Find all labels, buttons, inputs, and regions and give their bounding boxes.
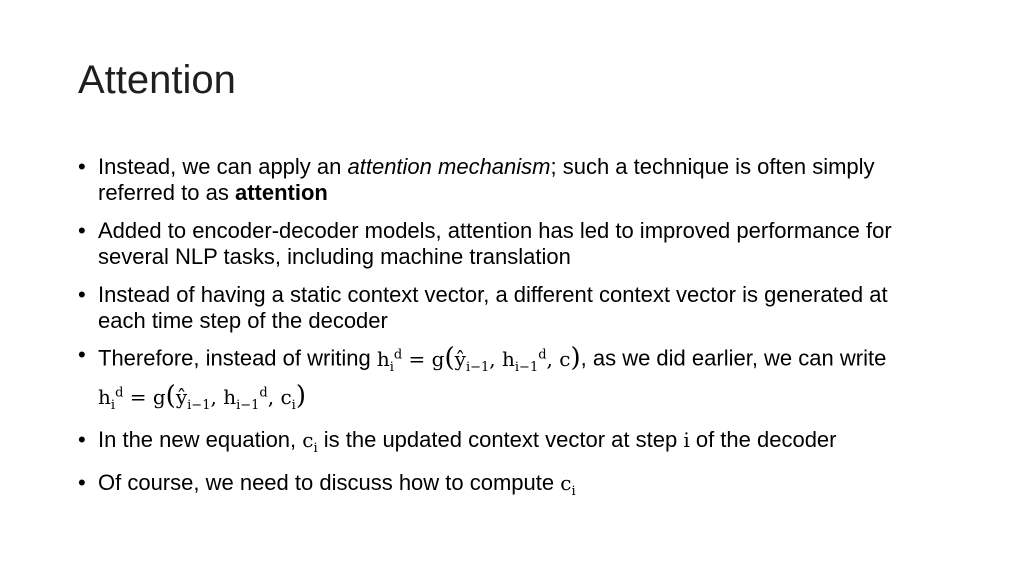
math-subscript: i: [313, 441, 318, 457]
math-subscript: i−1: [514, 359, 539, 375]
bullet-text: is the updated context vector at step: [317, 427, 684, 453]
math-symbol: ŷ: [454, 346, 466, 371]
math-symbol: c: [280, 385, 292, 410]
math-paren: ): [570, 342, 581, 373]
math-paren: ): [295, 381, 306, 412]
bullet-text: In the new equation,: [98, 427, 303, 453]
math-subscript: i−1: [187, 398, 211, 414]
math-symbol: ,: [489, 346, 502, 371]
math-subscript: i−1: [465, 359, 490, 375]
math-symbol: c: [560, 471, 572, 496]
bullet-text: Of course, we need to discuss how to compute: [98, 470, 561, 496]
math-subscript: i: [291, 398, 296, 414]
math-symbol: = g: [402, 346, 445, 371]
math-symbol: h: [98, 385, 111, 410]
math-subscript: i: [571, 484, 576, 500]
bullet-text: ; such a technique is often simply referred to as: [98, 154, 875, 205]
math-superscript: d: [259, 385, 268, 401]
bullet-item: [78, 470, 938, 505]
slide-title: Attention: [78, 58, 236, 102]
math-paren: (: [165, 381, 176, 412]
bullet-bold-text: attention: [234, 180, 328, 205]
bullet-text: , as we did earlier, we can write: [580, 345, 887, 371]
math-c-i: [560, 471, 576, 500]
bullet-text: Therefore, instead of writing: [98, 345, 377, 371]
math-symbol: c: [559, 346, 571, 371]
bullet-text: Added to encoder-decoder models, attention has led to improved performance for several NLP tasks, including machine translation: [98, 218, 892, 269]
bullet-item: [78, 342, 938, 419]
math-symbol: ,: [210, 385, 224, 410]
bullet-text: Instead of having a static context vector, a different context vector is generated at each time step of the decoder: [98, 282, 888, 333]
bullet-item: [78, 282, 938, 334]
math-superscript: d: [538, 347, 547, 362]
math-superscript: d: [115, 385, 124, 401]
bullet-item: [78, 154, 938, 206]
math-symbol: ,: [546, 346, 560, 371]
math-symbol: c: [302, 428, 314, 453]
bullet-text: Instead, we can apply an: [98, 154, 348, 179]
equation-old: [376, 342, 581, 375]
math-c-i: [302, 428, 318, 457]
math-subscript: i: [110, 398, 116, 414]
math-superscript: d: [393, 347, 403, 362]
bullet-item: [78, 218, 938, 270]
bullet-text: of the decoder: [689, 427, 837, 453]
math-i: i: [683, 428, 690, 453]
math-subscript: i−1: [236, 398, 260, 414]
bullet-italic-text: attention mechanism: [347, 154, 551, 179]
math-subscript: i: [389, 359, 394, 375]
bullet-list: [78, 154, 938, 517]
math-symbol: h: [223, 385, 237, 410]
math-symbol: ,: [267, 385, 281, 410]
bullet-item: [78, 427, 938, 462]
math-symbol: h: [502, 346, 515, 371]
math-symbol: ŷ: [175, 385, 188, 410]
math-paren: (: [444, 342, 455, 373]
math-symbol: = g: [123, 385, 166, 410]
math-symbol: h: [376, 346, 390, 371]
equation-new: [98, 381, 306, 414]
